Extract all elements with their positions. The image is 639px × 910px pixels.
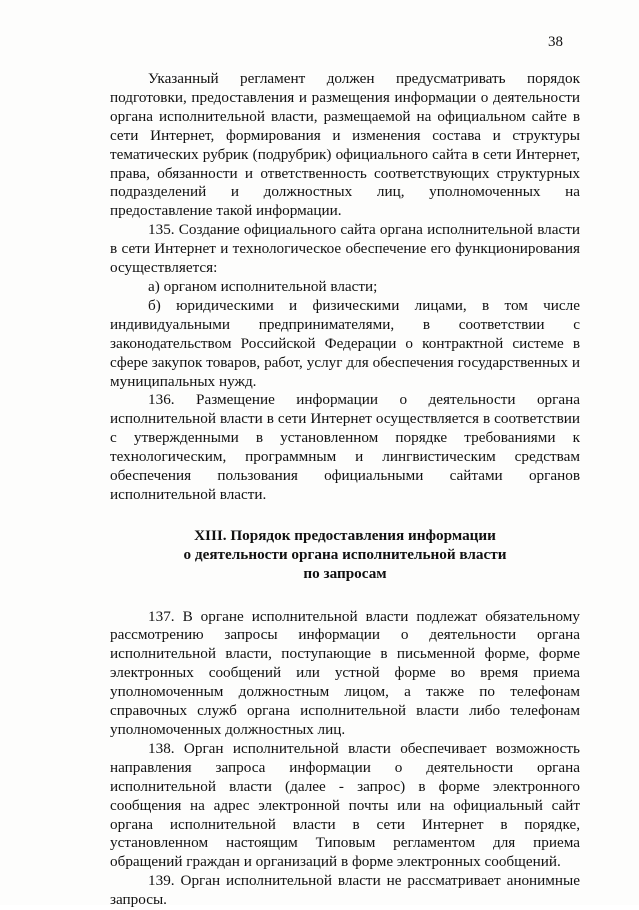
page-number: 38: [548, 34, 563, 50]
paragraph-139: 139. Орган исполнительной власти не рассматривает анонимные запросы.: [110, 872, 580, 909]
paragraph-136: 136. Размещение информации о деятельности органа исполнительной власти в сети Интернет осуществляется в соответствии с утвержденными в установленном порядке требованиями к технологическим, программным и лингвистическим средствам обеспечения пользования официальными сайтами органов исполнительной власти.: [110, 391, 580, 503]
section-heading-line-3: по запросам: [303, 564, 387, 582]
paragraph-135-b: б) юридическими и физическими лицами, в том числе индивидуальными предпринимателями, в соответствии с законодательством Российской Федерации о контрактной системе в сфере закупок товаров, работ, услуг для обеспечения государственных и муниципальных нужд.: [110, 296, 580, 390]
section-heading-line-1: XIII. Порядок предоставления информации: [194, 526, 496, 544]
section-heading: [110, 527, 580, 584]
section-heading-line-2: о деятельности органа исполнительной власти: [183, 545, 507, 563]
paragraph-137: 137. В органе исполнительной власти подлежат обязательному рассмотрению запросы информации о деятельности органа исполнительной власти, поступающие в письменной форме, форме электронных сообщений или устной форме во время приема уполномоченным должностным лицом, а также по телефонам справочных служб органа исполнительной власти либо телефонам уполномоченных должностных лиц.: [110, 607, 580, 738]
paragraph-135-a: а) органом исполнительной власти;: [148, 277, 378, 295]
paragraph-138: 138. Орган исполнительной власти обеспечивает возможность направления запроса информации о деятельности органа исполнительной власти (далее - запрос) в форме электронного сообщения на адрес электронной почты или на официальный сайт органа исполнительной власти в сети Интернет в порядке, установленном настоящим Типовым регламентом для приема обращений граждан и организаций в форме электронных сообщений.: [110, 739, 580, 871]
document-body: [110, 70, 580, 910]
paragraph-regulation: Указанный регламент должен предусматривать порядок подготовки, предоставления и размещения информации о деятельности органа исполнительной власти, размещаемой на официальном сайте в сети Интернет, формирования и изменения состава и структуры тематических рубрик (подрубрик) официального сайта в сети Интернет, права, обязанности и ответственность соответствующих структурных подразделений и должностных лиц, уполномоченных на предоставление такой информации.: [110, 70, 580, 220]
paragraph-135: 135. Создание официального сайта органа исполнительной власти в сети Интернет и технологическое обеспечение его функционирования осуществляется:: [110, 221, 580, 277]
